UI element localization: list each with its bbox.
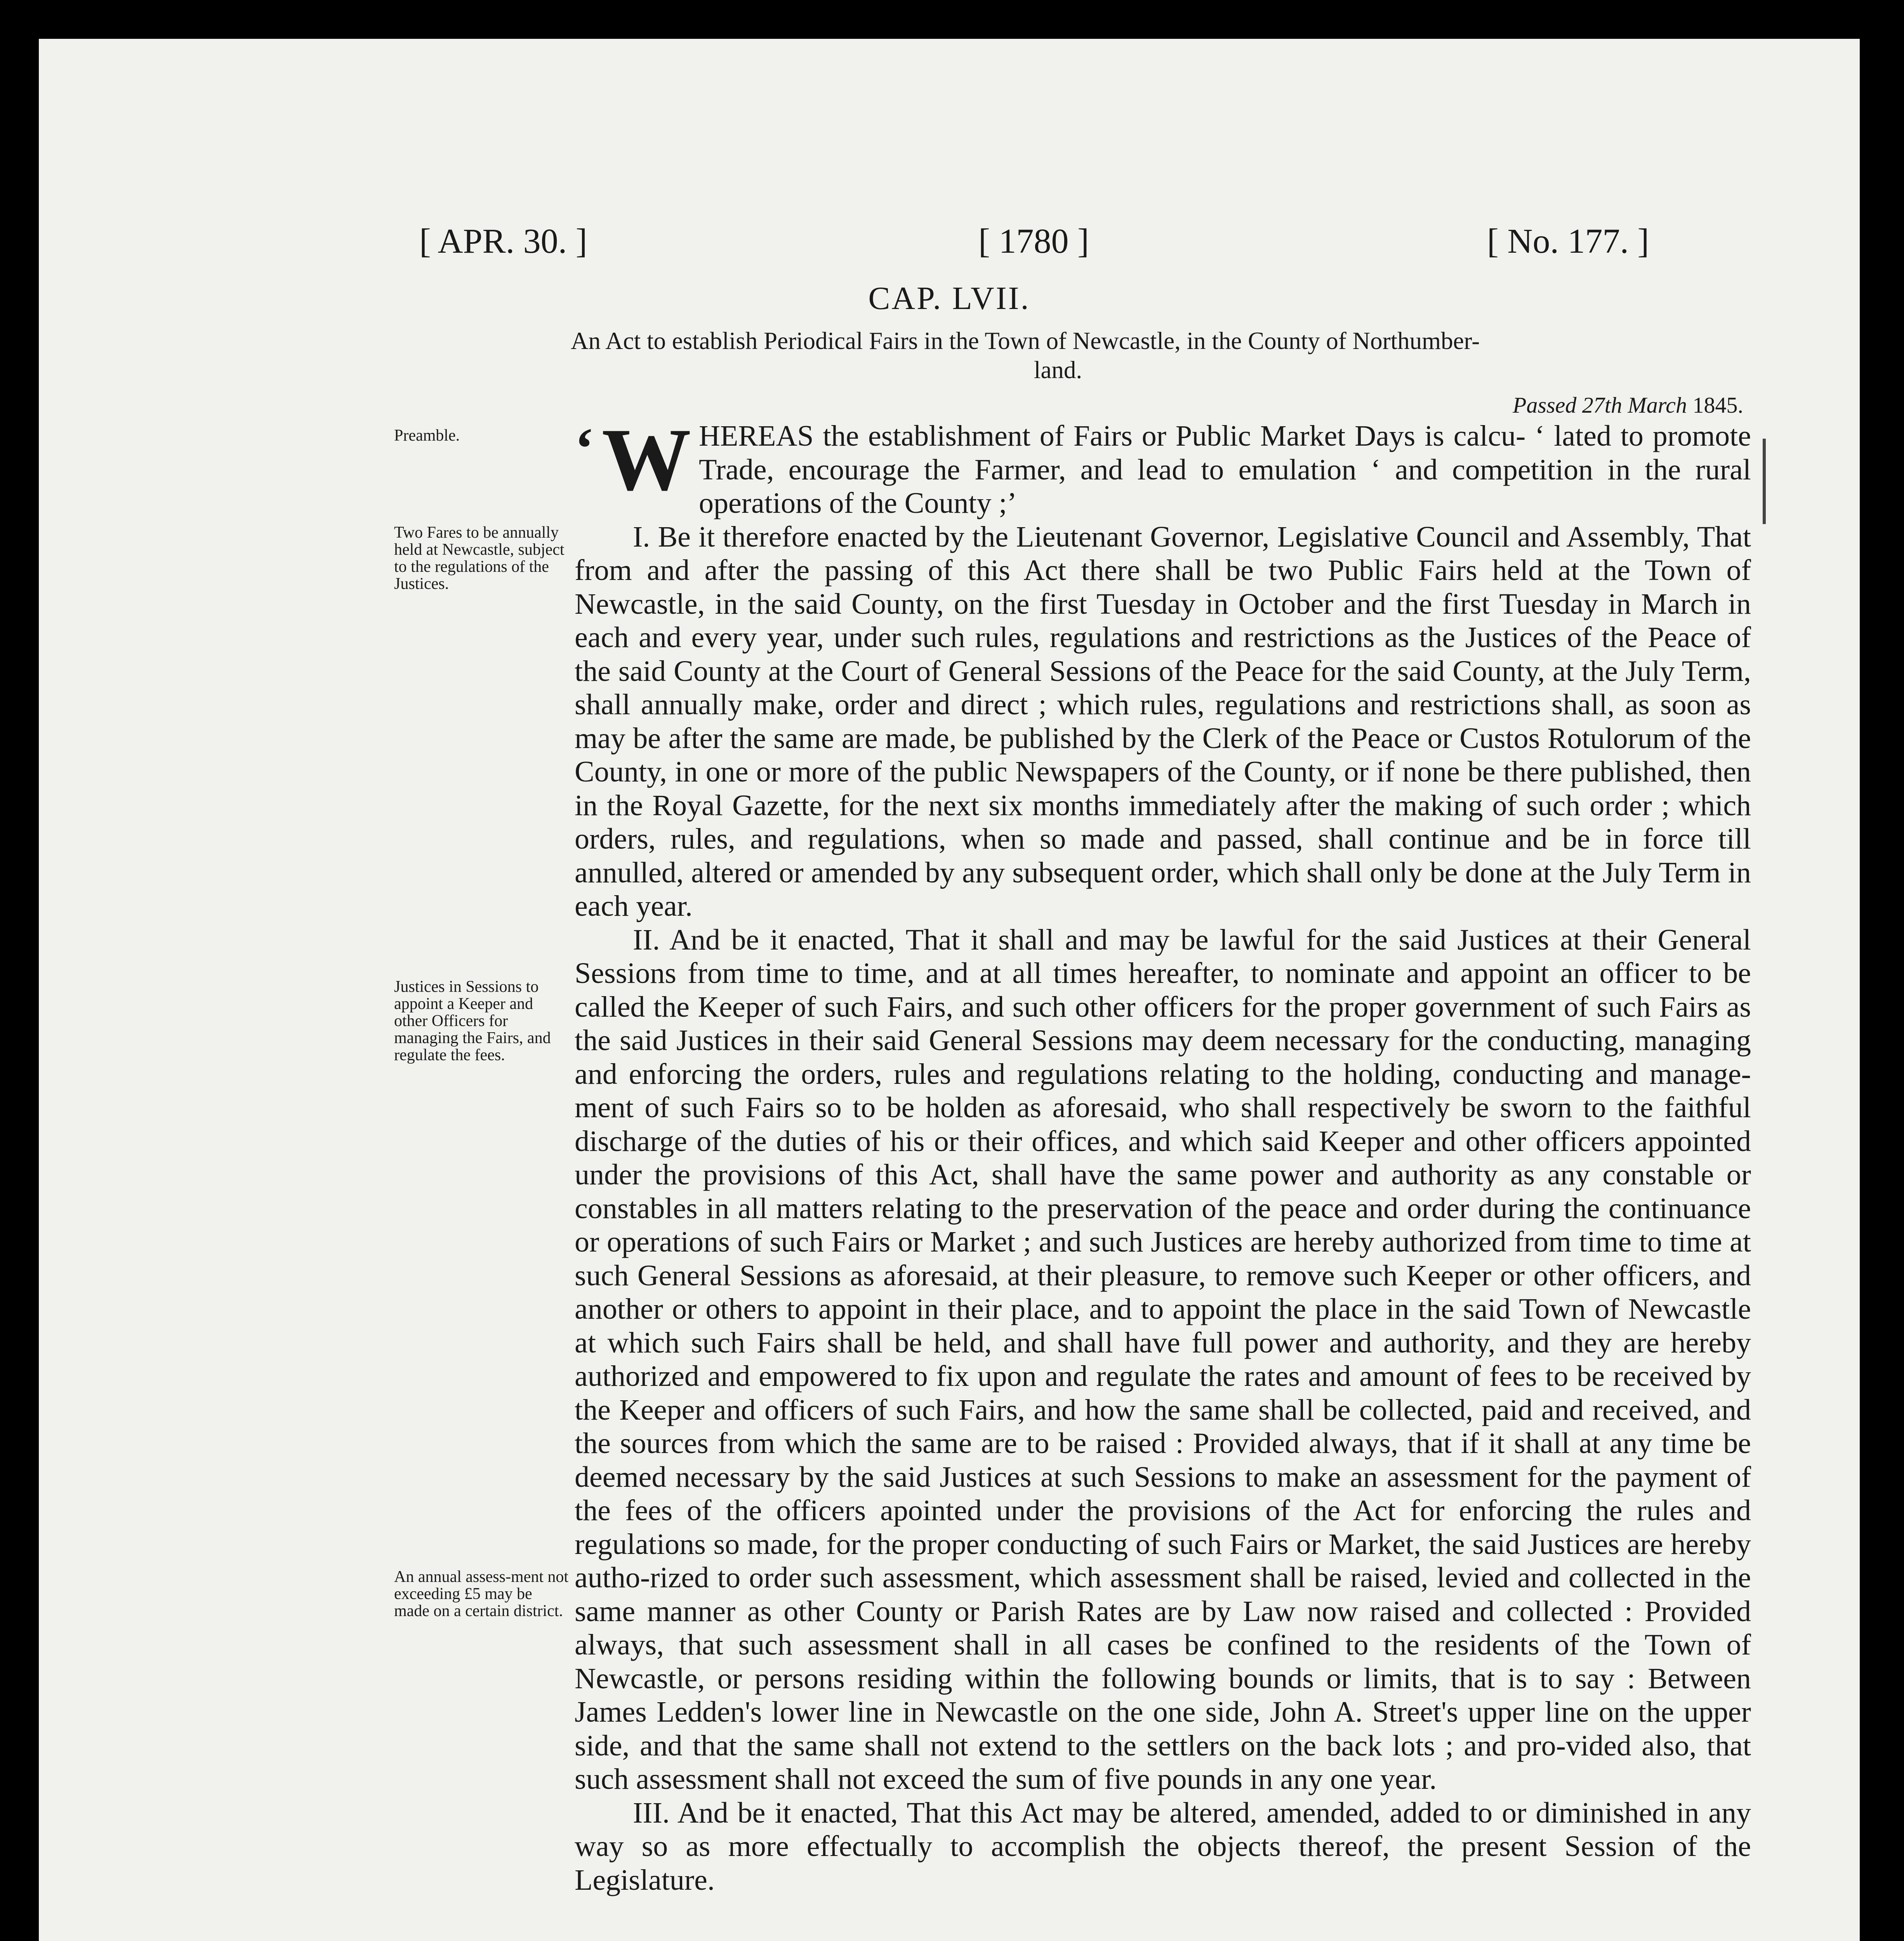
margin-note-justices: Justices in Sessions to appoint a Keeper and other Officers for managing the Fairs, and regulate the fees.	[394, 978, 551, 1064]
cap57-passed	[1513, 392, 1743, 418]
passed-date: 27th March	[1582, 392, 1687, 418]
cap57-title-line1: An Act to establish Periodical Fairs in the Town of Newcastle, in the County of Northumber-	[571, 327, 1480, 354]
passed-label: Passed	[1513, 392, 1577, 418]
section-2-paragraph: II. And be it enacted, That it shall and may be lawful for the said Justices at their General Sessions from time to time, and at all times hereafter, to nominate and appoint an officer to be called the Keeper of such Fairs, and such other officers for the proper government of such Fairs as the said Justices in their said General Sessions may deem necessary for the conducting, managing and enforcing the orders, rules and regulations relating to the holding, conducting and manage-ment of such Fairs so to be holden as aforesaid, who shall respectively be sworn to the faithful discharge of the duties of his or their offices, and which said Keeper and other officers appointed under the provisions of this Act, shall have the same power and authority as any constable or constables in all matters relating to the preservation of the peace and order during the continuance or operations of such Fairs or Market ; and such Justices are hereby authorized from time to time at such General Sessions as aforesaid, at their pleasure, to remove such Keeper or other officers, and another or others to appoint in their place, and to appoint the place in the said Town of Newcastle at which such Fairs shall be held, and shall have full power and authority, and they are hereby authorized and empowered to fix upon and regulate the rates and amount of fees to be received by the Keeper and officers of such Fairs, and how the same shall be collected, paid and received, and the sources from which the same are to be raised : Provided always, that if it shall at any time be deemed necessary by the said Justices at such Sessions to make an assessment for the payment of the fees of the officers apointed under the provisions of the Act for enforcing the rules and regulations so made, for the proper conducting of such Fairs or Market, the said Justices are hereby autho-rized to order such assessment, which assessment shall be raised, levied and collected in the same manner as other County or Parish Rates are by Law now raised and collected : Provided always, that such assessment shall in all cases be confined to the residents of the Town of Newcastle, or persons residing within the following bounds or limits, that is to say : Between James Ledden's lower line in Newcastle on the one side, John A. Street's upper line on the upper side, and that the same shall not extend to the settlers on the back lots ; and pro-vided also, that such assessment shall not exceed the sum of five pounds in any one year.	[575, 923, 1751, 1795]
preamble-dropcap: W	[601, 410, 691, 509]
cap57-body	[575, 410, 1751, 1897]
margin-ink-mark	[1763, 439, 1766, 524]
document-page	[39, 39, 1860, 1941]
header-year: [ 1780 ]	[978, 222, 1089, 260]
section-1-paragraph: I. Be it therefore enacted by the Lieutenant Governor, Legislative Council and Assembly, That from and after the passing of this Act there shall be two Public Fairs held at the Town of Newcastle, in the said County, on the first Tuesday in October and the first Tuesday in March in each and every year, under such rules, regulations and restrictions as the Justices of the Peace of the said County at the Court of General Sessions of the Peace for the said County, at the July Term, shall annually make, order and direct ; which rules, regulations and restrictions shall, as soon as may be after the same are made, be published by the Clerk of the Peace or Custos Rotulorum of the County, in one or more of the public Newspapers of the County, or if none be there published, then in the Royal Gazette, for the next six months immediately after the making of such order ; which orders, rules, and regulations, when so made and passed, shall continue and be in force till annulled, altered or amended by any subsequent order, which shall only be done at the July Term in each year.	[575, 520, 1751, 922]
passed-year: 1845.	[1692, 392, 1743, 418]
cap57-title-line2: land.	[1034, 356, 1082, 384]
header-number: [ No. 177. ]	[1487, 222, 1649, 260]
cap57-heading: CAP. LVII.	[868, 280, 1030, 316]
preamble-paragraph	[575, 410, 1751, 520]
margin-note-fairs: Two Fares to be annually held at Newcastle, subject to the regulations of the Justices.	[394, 524, 565, 593]
preamble-text: HEREAS the establishment of Fairs or Public Market Days is calcu- ‘ lated to promote Trade, encourage the Farmer, and lead to emulation ‘ and competition in the rural operations of the County ;’	[698, 420, 1751, 519]
margin-note-preamble: Preamble.	[394, 427, 460, 444]
section-3-paragraph: III. And be it enacted, That this Act may be altered, amended, added to or diminished in any way so as more effectually to accomplish the objects thereof, the present Session of the Legislature.	[575, 1796, 1751, 1896]
preamble-quote-mark: ‘	[575, 416, 594, 481]
header-date: [ APR. 30. ]	[419, 222, 587, 260]
margin-note-assessment: An annual assess-ment not exceeding £5 may be made on a certain district.	[394, 1568, 569, 1620]
